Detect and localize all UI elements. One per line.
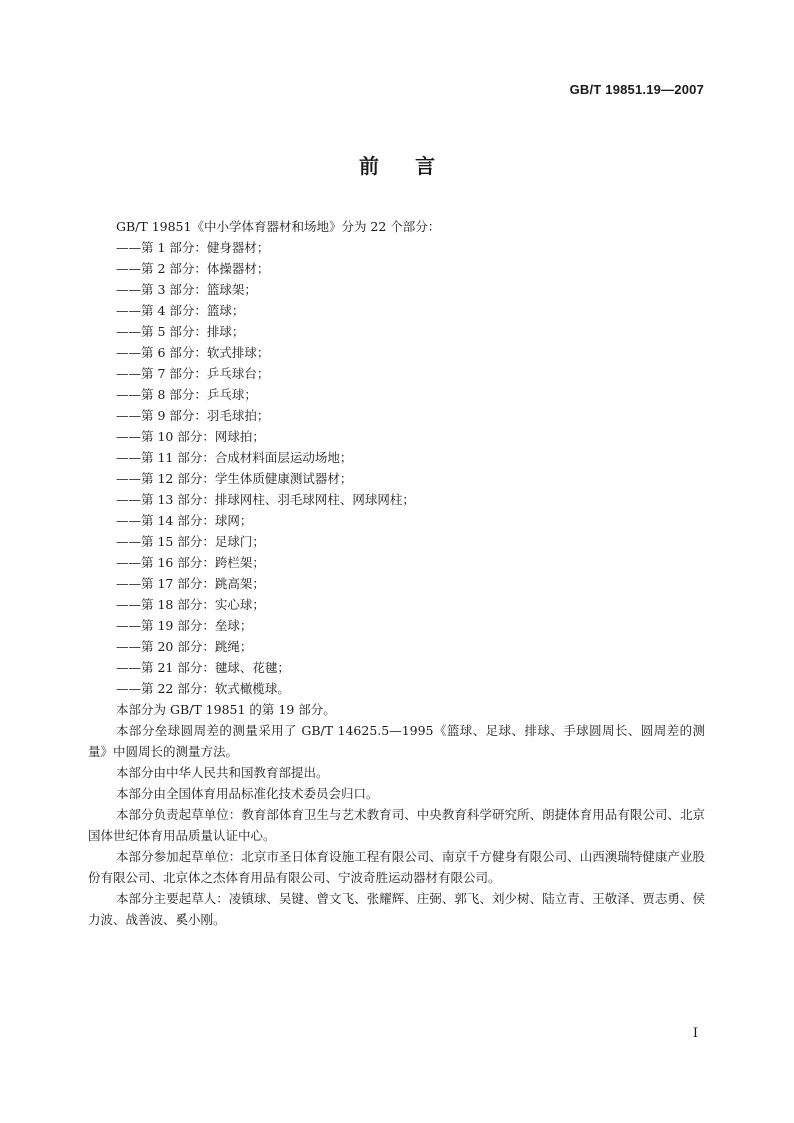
list-item: ——第 3 部分：篮球架；: [116, 282, 257, 297]
paragraph-committee: 本部分由全国体育用品标准化技术委员会归口。: [116, 786, 379, 801]
list-item: ——第 12 部分：学生体质健康测试器材；: [116, 471, 353, 486]
parts-list: [88, 237, 705, 699]
list-item: ——第 16 部分：跨栏架；: [116, 555, 265, 570]
list-item: ——第 6 部分：软式排球；: [116, 345, 270, 360]
list-item: ——第 11 部分：合成材料面层运动场地；: [116, 450, 353, 465]
document-body: [88, 216, 705, 930]
standard-code: GB/T 19851.19—2007: [569, 82, 704, 97]
list-item: ——第 7 部分：乒乓球台；: [116, 366, 270, 381]
list-item: ——第 19 部分：垒球；: [116, 618, 253, 633]
paragraph-part-statement: 本部分为 GB/T 19851 的第 19 部分。: [116, 702, 336, 717]
list-item: ——第 13 部分：排球网柱、羽毛球网柱、网球网柱；: [116, 492, 415, 507]
list-item: ——第 17 部分：跳高架；: [116, 576, 265, 591]
list-item: ——第 18 部分：实心球；: [116, 597, 265, 612]
list-item: ——第 20 部分：跳绳；: [116, 639, 253, 654]
list-item: ——第 10 部分：网球拍；: [116, 429, 265, 444]
list-item: ——第 8 部分：乒乓球；: [116, 387, 257, 402]
list-item: ——第 4 部分：篮球；: [116, 303, 245, 318]
list-item: ——第 22 部分：软式橄榄球。: [116, 681, 290, 696]
paragraph-drafting-units: 本部分负责起草单位：教育部体育卫生与艺术教育司、中央教育科学研究所、朗捷体育用品有限公司、北京国体世纪体育用品质量认证中心。: [88, 807, 705, 843]
page-number: I: [692, 1026, 698, 1041]
paragraph-measurement-method: 本部分垒球圆周差的测量采用了 GB/T 14625.5—1995《篮球、足球、排球、手球圆周长、圆周差的测量》中圆周长的测量方法。: [88, 723, 705, 759]
paragraph-participating-units: 本部分参加起草单位：北京市圣日体育设施工程有限公司、南京千方健身有限公司、山西澳瑞特健康产业股份有限公司、北京体之杰体育用品有限公司、宁波奇胜运动器材有限公司。: [88, 849, 705, 885]
paragraph-drafters: 本部分主要起草人：凌镇球、吴键、曾文飞、张耀辉、庄弼、郭飞、刘少树、陆立青、王敬泽、贾志勇、侯力波、战善波、奚小刚。: [88, 891, 705, 927]
list-item: ——第 21 部分：毽球、花毽；: [116, 660, 290, 675]
list-item: ——第 15 部分：足球门；: [116, 534, 265, 549]
paragraph-proposer: 本部分由中华人民共和国教育部提出。: [116, 765, 329, 780]
list-item: ——第 2 部分：体操器材；: [116, 261, 270, 276]
list-item: ——第 5 部分：排球；: [116, 324, 245, 339]
list-item: ——第 1 部分：健身器材；: [116, 240, 270, 255]
intro-line: GB/T 19851《中小学体育器材和场地》分为 22 个部分：: [116, 219, 441, 234]
list-item: ——第 14 部分：球网；: [116, 513, 253, 528]
page-title: 前言: [359, 154, 471, 178]
list-item: ——第 9 部分：羽毛球拍；: [116, 408, 270, 423]
